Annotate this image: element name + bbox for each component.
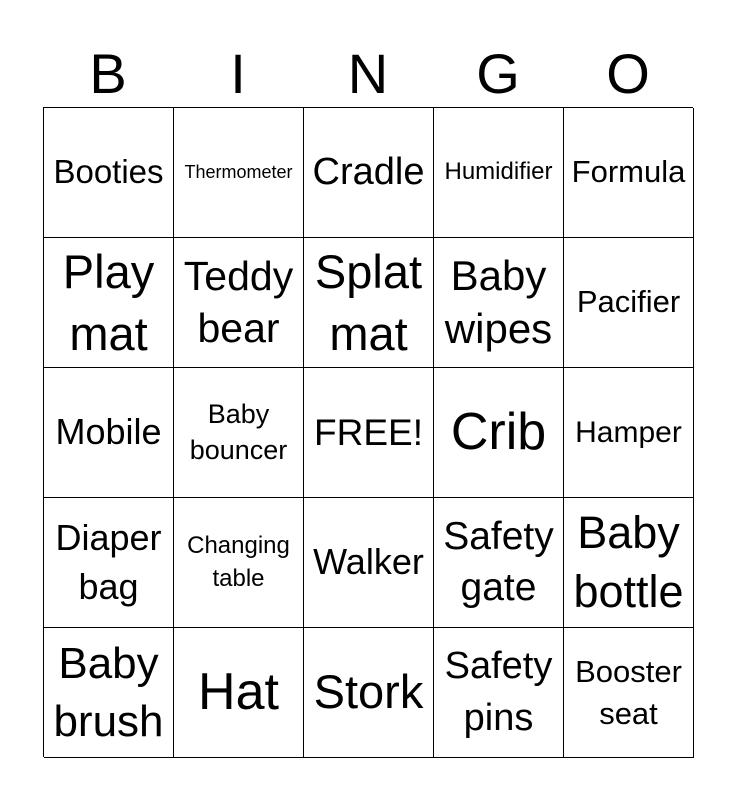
bingo-cell[interactable] xyxy=(44,238,174,368)
bingo-cell[interactable] xyxy=(44,628,174,758)
bingo-cell[interactable] xyxy=(304,628,434,758)
cell-label: Baby bottle xyxy=(573,507,684,617)
cell-label: Baby bouncer xyxy=(189,399,288,465)
bingo-board xyxy=(43,107,693,757)
cell-label: Booster seat xyxy=(575,653,682,731)
cell-label: Walker xyxy=(313,541,424,583)
bingo-cell[interactable] xyxy=(564,108,694,238)
cell-label: Cradle xyxy=(312,151,425,194)
header-letter-b: B xyxy=(89,42,127,105)
bingo-cell[interactable] xyxy=(304,368,434,498)
bingo-cell[interactable] xyxy=(304,108,434,238)
cell-label: Humidifier xyxy=(444,158,553,186)
bingo-cell[interactable] xyxy=(44,498,174,628)
header-letter-i: I xyxy=(230,42,246,105)
cell-label: Teddy bear xyxy=(183,253,294,351)
bingo-cell[interactable] xyxy=(564,368,694,498)
bingo-cell[interactable] xyxy=(304,238,434,368)
cell-label: FREE! xyxy=(314,411,423,453)
cell-label: Baby brush xyxy=(53,639,164,746)
bingo-cell[interactable] xyxy=(564,498,694,628)
bingo-cell[interactable] xyxy=(174,108,304,238)
cell-label: Hamper xyxy=(575,415,682,449)
cell-label: Safety pins xyxy=(444,645,553,739)
bingo-cell[interactable] xyxy=(564,628,694,758)
bingo-cell[interactable] xyxy=(434,238,564,368)
cell-label: Thermometer xyxy=(184,162,293,183)
cell-label: Formula xyxy=(571,154,686,190)
bingo-header xyxy=(43,40,693,108)
header-letter-g: G xyxy=(476,42,520,105)
cell-label: Mobile xyxy=(55,411,162,453)
bingo-cell[interactable] xyxy=(44,368,174,498)
bingo-cell[interactable] xyxy=(564,238,694,368)
bingo-cell[interactable] xyxy=(434,628,564,758)
bingo-cell[interactable] xyxy=(434,368,564,498)
bingo-cell[interactable] xyxy=(174,498,304,628)
bingo-cell[interactable] xyxy=(44,108,174,238)
header-letter-o: O xyxy=(606,42,650,105)
bingo-cell[interactable] xyxy=(174,628,304,758)
cell-label: Stork xyxy=(313,665,424,719)
cell-label: Baby wipes xyxy=(444,252,553,352)
cell-label: Safety gate xyxy=(443,514,554,609)
header-letter-n: N xyxy=(347,42,389,105)
cell-label: Diaper bag xyxy=(55,516,162,607)
cell-label: Changing table xyxy=(187,532,290,592)
bingo-cell[interactable] xyxy=(434,108,564,238)
bingo-cell[interactable] xyxy=(174,368,304,498)
cell-label: Booties xyxy=(53,153,164,191)
bingo-cell[interactable] xyxy=(434,498,564,628)
cell-label: Pacifier xyxy=(576,284,681,320)
bingo-cell[interactable] xyxy=(174,238,304,368)
cell-label: Splat mat xyxy=(314,245,423,360)
bingo-cell[interactable] xyxy=(304,498,434,628)
cell-label: Hat xyxy=(198,663,279,722)
cell-label: Play mat xyxy=(62,245,155,360)
cell-label: Crib xyxy=(450,403,547,462)
